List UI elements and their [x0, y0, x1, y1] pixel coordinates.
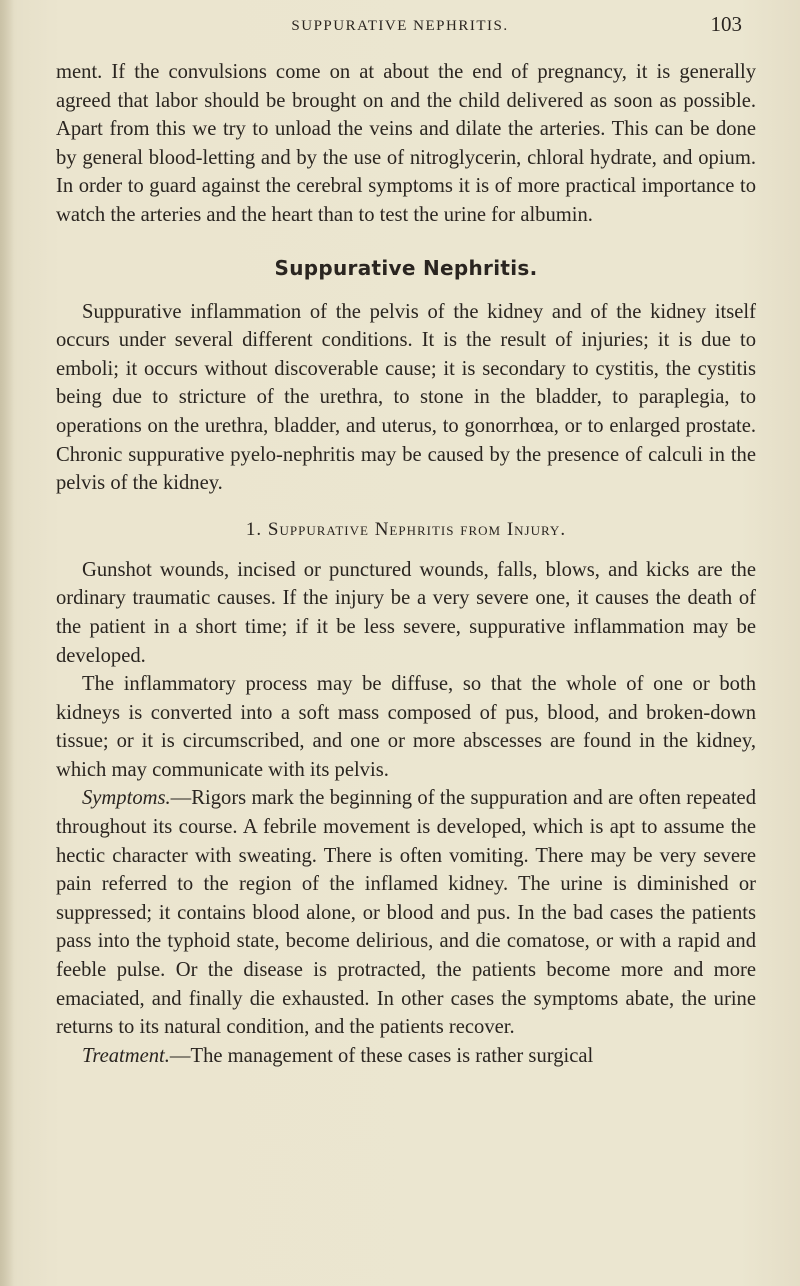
- running-head: SUPPURATIVE NEPHRITIS.: [291, 18, 509, 34]
- subsection-heading: 1. Suppurative Nephritis from Injury.: [245, 518, 567, 540]
- paragraph-pathology: The inflammatory process may be diffuse, so that the whole of one or both kidneys is converted into a soft mass composed of pus, blood, and broken-down tissue; or it is circumscribed, and one or more abscesses are found in the kidney, which may communicate with its pelvis.: [56, 673, 756, 781]
- paragraph-intro: Suppurative inflammation of the pelvis of the kidney and of the kidney itself occurs under several different conditions. It is the result of injuries; it is due to emboli; it occurs without discoverable cause; it is secondary to cystitis, the cystitis being due to stricture of the urethra, to stone in the bladder, to paraplegia, to operations on the urethra, bladder, and uterus, to gonorrhœa, or to enlarged prostate. Chronic suppurative pyelo-nephritis may be caused by the presence of calculi in the pelvis of the kidney.: [56, 300, 756, 495]
- treatment-lead: Treatment.: [82, 1044, 170, 1067]
- page-body: [56, 58, 756, 1070]
- page-number: 103: [710, 12, 742, 36]
- section-heading: Suppurative Nephritis.: [274, 255, 538, 280]
- paragraph-symptoms: [56, 784, 756, 1041]
- paragraph-treatment: [56, 1042, 756, 1071]
- page-gutter-shadow: [0, 0, 14, 1286]
- symptoms-text: —Rigors mark the beginning of the suppuration and are often repeated throughout its course. A febrile movement is developed, which is apt to assume the hectic character with sweating. There is often vomiting. There may be very severe pain referred to the region of the inflamed kidney. The urine is diminished or suppressed; it contains blood alone, or blood and pus. In the bad cases the patients pass into the typhoid state, become delirious, and die comatose, or with a rapid and feeble pulse. Or the disease is protracted, the patients become more and more emaciated, and finally die exhausted. In other cases the symptoms abate, the urine returns to its natural condition, and the patients recover.: [56, 787, 756, 1039]
- paragraph-causes: Gunshot wounds, incised or punctured wounds, falls, blows, and kicks are the ordinary traumatic causes. If the injury be a very severe one, it causes the death of the patient in a short time; if it be less severe, suppurative inflammation may be developed.: [56, 558, 756, 667]
- symptoms-lead: Symptoms.: [82, 787, 171, 810]
- paragraph-continued: ment. If the convulsions come on at about the end of pregnancy, it is generally agreed that labor should be brought on and the child delivered as soon as possible. Apart from this we try to unload the veins and dilate the arteries. This can be done by general blood-letting and by the use of nitroglycerin, chloral hydrate, and opium. In order to guard against the cerebral symptoms it is of more practical importance to watch the arteries and the heart than to test the urine for albumin.: [56, 61, 756, 226]
- treatment-text: —The management of these cases is rather surgical: [169, 1044, 594, 1067]
- page-header: [0, 12, 800, 42]
